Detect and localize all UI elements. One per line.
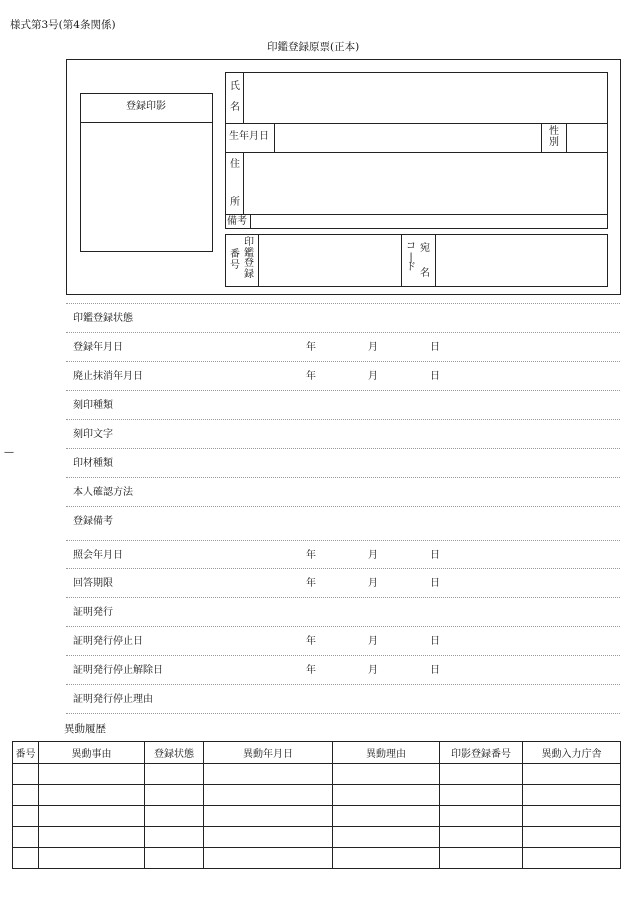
history-cell[interactable]	[39, 848, 145, 869]
date-unit-month: 月	[368, 550, 378, 561]
status-row-label: 証明発行停止理由	[73, 694, 153, 705]
history-cell[interactable]	[145, 848, 204, 869]
date-unit-year: 年	[306, 636, 316, 647]
seal-box	[80, 93, 213, 252]
margin-mark: —	[4, 447, 14, 458]
date-unit-month: 月	[368, 665, 378, 676]
address-label-1: 住	[230, 159, 240, 170]
history-cell[interactable]	[440, 806, 523, 827]
history-column-header: 異動事由	[39, 742, 145, 764]
history-cell[interactable]	[440, 785, 523, 806]
date-unit-day: 日	[430, 636, 440, 647]
status-row-label: 証明発行停止日	[73, 636, 143, 647]
history-cell[interactable]	[440, 848, 523, 869]
status-row-line	[66, 303, 620, 304]
date-unit-day: 日	[430, 578, 440, 589]
history-column-header: 登録状態	[145, 742, 204, 764]
status-row-label: 回答期限	[73, 578, 113, 589]
history-cell[interactable]	[13, 806, 39, 827]
status-row-line	[66, 448, 620, 449]
history-cell[interactable]	[523, 806, 621, 827]
status-row-label: 証明発行	[73, 607, 113, 618]
remarks-label: 備考	[227, 216, 247, 227]
history-cell[interactable]	[39, 806, 145, 827]
addressee-label-b: コ | ド	[406, 241, 416, 273]
address-label-2: 所	[230, 197, 240, 208]
status-row-line	[66, 540, 620, 541]
status-row-line	[66, 568, 620, 569]
date-unit-month: 月	[368, 578, 378, 589]
history-cell[interactable]	[523, 848, 621, 869]
date-unit-year: 年	[306, 665, 316, 676]
status-row-label: 廃止抹消年月日	[73, 371, 143, 382]
history-cell[interactable]	[333, 785, 440, 806]
history-title: 異動履歴	[64, 723, 106, 735]
history-cell[interactable]	[13, 848, 39, 869]
date-unit-day: 日	[430, 665, 440, 676]
history-cell[interactable]	[204, 764, 333, 785]
page-title: 印鑑登録原票(正本)	[267, 41, 360, 53]
history-column-header: 異動年月日	[204, 742, 333, 764]
gender-sep-a	[541, 123, 542, 152]
code-sep-1	[258, 234, 259, 287]
date-unit-month: 月	[368, 371, 378, 382]
date-unit-month: 月	[368, 636, 378, 647]
history-cell[interactable]	[204, 827, 333, 848]
date-unit-year: 年	[306, 550, 316, 561]
history-column-header: 異動入力庁舎	[523, 742, 621, 764]
code-sep-2	[401, 234, 402, 287]
history-cell[interactable]	[523, 785, 621, 806]
history-cell[interactable]	[333, 848, 440, 869]
history-cell[interactable]	[523, 827, 621, 848]
history-cell[interactable]	[333, 827, 440, 848]
history-cell[interactable]	[39, 764, 145, 785]
name-label-2: 名	[230, 102, 240, 113]
status-row-line	[66, 361, 620, 362]
history-cell[interactable]	[145, 806, 204, 827]
history-cell[interactable]	[440, 764, 523, 785]
name-label-1: 氏	[230, 81, 240, 92]
name-sep	[243, 72, 244, 123]
history-cell[interactable]	[204, 848, 333, 869]
history-row	[13, 806, 621, 827]
history-cell[interactable]	[145, 827, 204, 848]
status-row-label: 照会年月日	[73, 550, 123, 561]
history-row	[13, 785, 621, 806]
seal-label: 登録印影	[126, 101, 166, 112]
info-line-3	[225, 214, 608, 215]
status-row-line	[66, 419, 620, 420]
status-row-label: 登録備考	[73, 516, 113, 527]
date-unit-day: 日	[430, 550, 440, 561]
status-row-line	[66, 332, 620, 333]
status-row-line	[66, 477, 620, 478]
form-number: 様式第3号(第4条関係)	[10, 19, 116, 31]
birth-sep	[274, 123, 275, 152]
remarks-sep	[250, 214, 251, 229]
history-row	[13, 764, 621, 785]
date-unit-year: 年	[306, 578, 316, 589]
history-row	[13, 848, 621, 869]
info-box	[225, 72, 608, 229]
history-column-header: 異動理由	[333, 742, 440, 764]
status-row-line	[66, 390, 620, 391]
date-unit-day: 日	[430, 342, 440, 353]
birthdate-label: 生年月日	[229, 131, 269, 142]
status-row-label: 印材種類	[73, 458, 113, 469]
history-row	[13, 827, 621, 848]
history-cell[interactable]	[13, 764, 39, 785]
date-unit-year: 年	[306, 371, 316, 382]
status-row-line	[66, 713, 620, 714]
history-cell[interactable]	[145, 785, 204, 806]
status-row-line	[66, 655, 620, 656]
history-cell[interactable]	[333, 764, 440, 785]
status-row-line	[66, 684, 620, 685]
status-row-label: 本人確認方法	[73, 487, 133, 498]
status-row-label: 登録年月日	[73, 342, 123, 353]
status-row-label: 印鑑登録状態	[73, 313, 133, 324]
history-table	[12, 741, 621, 869]
status-row-label: 証明発行停止解除日	[73, 665, 163, 676]
history-cell[interactable]	[204, 785, 333, 806]
history-cell[interactable]	[204, 806, 333, 827]
date-unit-month: 月	[368, 342, 378, 353]
date-unit-day: 日	[430, 371, 440, 382]
info-line-2	[225, 152, 608, 153]
seal-divider	[80, 122, 213, 123]
status-row-line	[66, 506, 620, 507]
addressee-label-a: 宛 名	[420, 243, 430, 279]
history-cell[interactable]	[39, 827, 145, 848]
status-row-label: 刻印種類	[73, 400, 113, 411]
info-line-1	[225, 123, 608, 124]
gender-sep-b	[566, 123, 567, 152]
status-row-line	[66, 597, 620, 598]
history-cell[interactable]	[13, 827, 39, 848]
gender-label: 性 別	[549, 126, 559, 148]
date-unit-year: 年	[306, 342, 316, 353]
history-cell[interactable]	[13, 785, 39, 806]
history-cell[interactable]	[145, 764, 204, 785]
code-sep-3	[435, 234, 436, 287]
address-sep	[243, 152, 244, 214]
history-cell[interactable]	[39, 785, 145, 806]
status-row-label: 刻印文字	[73, 429, 113, 440]
reg-number-label-a: 番 号	[230, 249, 240, 271]
history-column-header: 印影登録番号	[440, 742, 523, 764]
reg-number-label-b: 印 鑑 登 録	[244, 237, 254, 280]
history-cell[interactable]	[440, 827, 523, 848]
status-row-line	[66, 626, 620, 627]
history-cell[interactable]	[333, 806, 440, 827]
history-column-header: 番号	[13, 742, 39, 764]
history-cell[interactable]	[523, 764, 621, 785]
